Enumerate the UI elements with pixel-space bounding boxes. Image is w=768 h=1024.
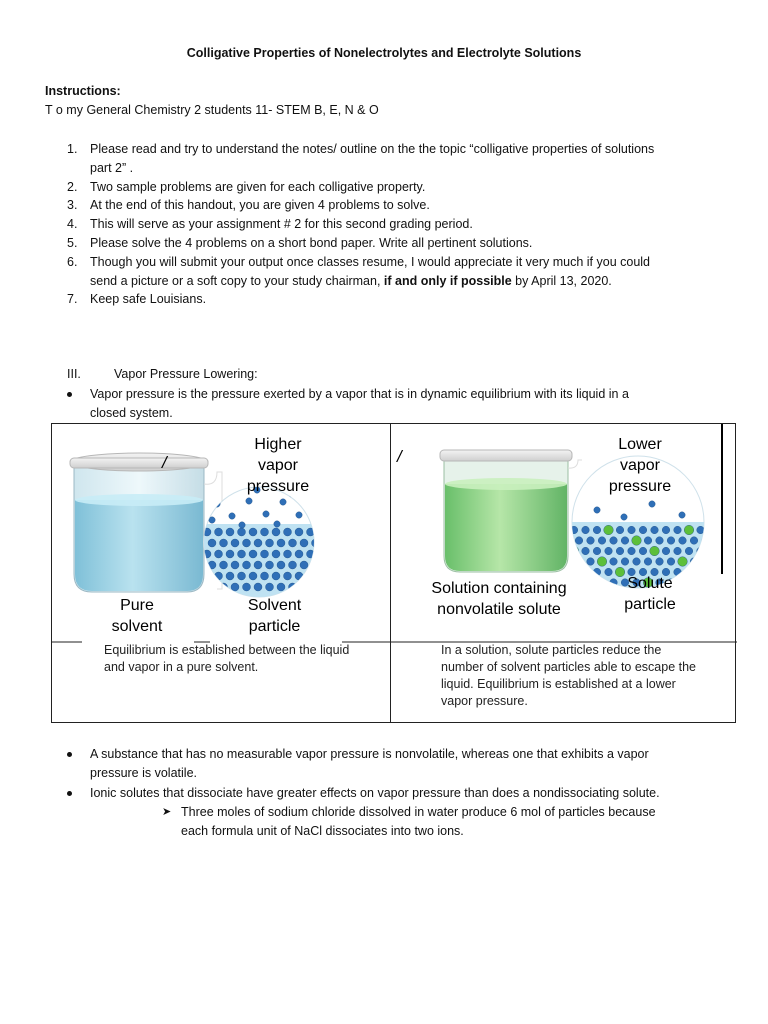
vapor-particle bbox=[621, 514, 627, 520]
solvent-particle bbox=[593, 547, 601, 555]
figure-table bbox=[51, 423, 736, 723]
solvent-particle bbox=[690, 537, 698, 545]
pure-solvent-label: Pure solvent bbox=[111, 597, 163, 635]
solvent-particle bbox=[702, 579, 710, 587]
solvent-particle bbox=[628, 547, 636, 555]
solvent-particle bbox=[312, 539, 320, 547]
solvent-particle bbox=[238, 572, 246, 580]
solvent-particle bbox=[587, 579, 595, 587]
solvent-particle bbox=[300, 539, 308, 547]
solvent-particle bbox=[243, 561, 251, 569]
solvent-particle bbox=[272, 572, 280, 580]
solvent-particle bbox=[272, 528, 280, 536]
bullet-dot bbox=[67, 791, 72, 796]
solvent-particle bbox=[610, 537, 618, 545]
solution-beaker bbox=[440, 450, 582, 572]
solvent-particle-label: Solvent particle bbox=[247, 597, 302, 635]
vapor-particle bbox=[263, 511, 269, 517]
section-heading: III. Vapor Pressure Lowering: bbox=[67, 367, 258, 381]
solvent-particle bbox=[284, 528, 292, 536]
solvent-particle bbox=[667, 558, 675, 566]
solvent-particle bbox=[226, 550, 234, 558]
solvent-particle bbox=[598, 537, 606, 545]
solvent-particle bbox=[575, 537, 583, 545]
solvent-particle bbox=[254, 583, 262, 591]
solvent-particle bbox=[312, 561, 320, 569]
solute-particle bbox=[604, 525, 614, 535]
solvent-particle bbox=[662, 547, 670, 555]
solvent-particle bbox=[261, 572, 269, 580]
solvent-particle bbox=[644, 537, 652, 545]
solvent-particle bbox=[639, 547, 647, 555]
emphasis-text: if and only if possible bbox=[383, 273, 512, 288]
solvent-particle bbox=[215, 550, 223, 558]
solvent-particle bbox=[582, 547, 590, 555]
solvent-particle bbox=[295, 528, 303, 536]
solvent-particle bbox=[254, 561, 262, 569]
solvent-particle bbox=[667, 537, 675, 545]
solvent-particle bbox=[702, 558, 710, 566]
arrow-bullet-icon: ➤ bbox=[162, 806, 172, 818]
solvent-particle bbox=[570, 526, 578, 534]
arrow-item-nacl: ➤ Three moles of sodium chloride dissolved in water produce 6 mol of particles because each formula unit of NaCl dissociates into two ions. bbox=[162, 805, 656, 838]
solute-particle bbox=[678, 557, 688, 567]
solvent-particle bbox=[231, 561, 239, 569]
left-caption: Equilibrium is established between the liquid and vapor in a pure solvent. bbox=[104, 643, 350, 674]
solute-particle bbox=[650, 546, 660, 556]
solvent-particle bbox=[208, 583, 216, 591]
vapor-particle bbox=[280, 499, 286, 505]
solvent-particle bbox=[593, 526, 601, 534]
vapor-particle bbox=[274, 521, 280, 527]
solvent-particle bbox=[295, 572, 303, 580]
solvent-particle bbox=[261, 550, 269, 558]
solute-particle bbox=[597, 557, 607, 567]
solvent-particle bbox=[266, 539, 274, 547]
instruction-item: 4. This will serve as your assignment # 2 for this second grading period. bbox=[67, 217, 473, 232]
instruction-item: 1. Please read and try to understand the notes/ outline on the the topic “colligative properties of solutions part 2” . bbox=[67, 142, 655, 175]
solute-particle-label: Solute particle bbox=[624, 575, 676, 613]
instruction-item: 6. Though you will submit your output once classes resume, I would appreciate it very much if you could send a picture or a soft copy to your study chairman, if and only if possible by April 13, 2020. bbox=[67, 254, 650, 288]
bullet-vapor-pressure: Vapor pressure is the pressure exerted by a vapor that is in dynamic equilibrium with its liquid in a closed system. bbox=[67, 385, 710, 423]
solvent-particle bbox=[261, 528, 269, 536]
solvent-particle bbox=[249, 572, 257, 580]
solvent-particle bbox=[656, 537, 664, 545]
solvent-particle bbox=[312, 583, 320, 591]
instructions-heading: Instructions: bbox=[45, 84, 121, 98]
solvent-particle bbox=[674, 526, 682, 534]
solvent-particle bbox=[575, 558, 583, 566]
solvent-particle bbox=[651, 526, 659, 534]
solvent-particle bbox=[300, 583, 308, 591]
vapor-particle bbox=[246, 498, 252, 504]
solvent-particle bbox=[295, 550, 303, 558]
solvent-particle bbox=[231, 583, 239, 591]
vapor-particle bbox=[296, 512, 302, 518]
solute-particle bbox=[684, 525, 694, 535]
higher-vapor-pressure-label: Higher vapor pressure bbox=[246, 436, 310, 495]
bullet-nonvolatile: A substance that has no measurable vapor pressure is nonvolatile, whereas one that exhibits a vapor pressure is volatile. bbox=[67, 745, 730, 783]
solvent-particle bbox=[277, 539, 285, 547]
right-caption: In a solution, solute particles reduce the number of solvent particles able to escape the liquid. Equilibrium is established at a lower vapor pressure. bbox=[441, 643, 697, 708]
solvent-particle bbox=[300, 561, 308, 569]
solvent-particle bbox=[266, 583, 274, 591]
instruction-item: 7. Keep safe Louisians. bbox=[67, 292, 207, 307]
solvent-particle bbox=[582, 568, 590, 576]
lower-vapor-pressure-label: Lower vapor pressure bbox=[608, 436, 672, 495]
pure-solvent-beaker bbox=[70, 453, 222, 592]
solvent-particle bbox=[266, 561, 274, 569]
solvent-particle bbox=[633, 558, 641, 566]
solvent-particle bbox=[249, 528, 257, 536]
solvent-particle bbox=[662, 526, 670, 534]
solvent-particle bbox=[307, 572, 315, 580]
vapor-particle bbox=[649, 501, 655, 507]
solvent-particle bbox=[231, 539, 239, 547]
instructions-intro: T o my General Chemistry 2 students 11- STEM B, E, N & O bbox=[45, 103, 379, 117]
solvent-particle bbox=[598, 579, 606, 587]
solvent-particle bbox=[570, 568, 578, 576]
solvent-particle bbox=[587, 537, 595, 545]
solvent-particle bbox=[277, 561, 285, 569]
solvent-particle bbox=[621, 537, 629, 545]
solvent-particle bbox=[243, 583, 251, 591]
solvent-particle bbox=[238, 528, 246, 536]
solvent-particle bbox=[208, 539, 216, 547]
solvent-particle bbox=[656, 558, 664, 566]
solvent-particle bbox=[215, 528, 223, 536]
solvent-particle bbox=[605, 547, 613, 555]
instruction-item: 2. Two sample problems are given for each colligative property. bbox=[67, 179, 426, 194]
vapor-particle bbox=[679, 512, 685, 518]
vapor-particle bbox=[229, 513, 235, 519]
solvent-particle bbox=[277, 583, 285, 591]
bullet-dot bbox=[67, 392, 72, 397]
solute-particle bbox=[696, 567, 706, 577]
solute-particle bbox=[569, 546, 579, 556]
solvent-particle bbox=[226, 528, 234, 536]
solvent-particle bbox=[690, 579, 698, 587]
instruction-item: 5. Please solve the 4 problems on a short bond paper. Write all pertinent solutions. bbox=[67, 235, 533, 250]
solution-label: Solution containing nonvolatile solute bbox=[431, 580, 567, 618]
solvent-particle bbox=[289, 583, 297, 591]
solvent-particle bbox=[208, 561, 216, 569]
solvent-particle bbox=[289, 539, 297, 547]
solvent-particle bbox=[284, 572, 292, 580]
document-title: Colligative Properties of Nonelectrolytes and Electrolyte Solutions bbox=[186, 46, 582, 60]
solvent-particle bbox=[702, 537, 710, 545]
solvent-particle bbox=[628, 526, 636, 534]
solvent-particle bbox=[249, 550, 257, 558]
solvent-particle bbox=[621, 558, 629, 566]
solvent-particle bbox=[616, 547, 624, 555]
solvent-particle bbox=[238, 550, 246, 558]
solvent-particle bbox=[284, 550, 292, 558]
solvent-particle bbox=[610, 558, 618, 566]
solvent-particle bbox=[616, 526, 624, 534]
solvent-particle bbox=[644, 558, 652, 566]
solvent-particle bbox=[220, 561, 228, 569]
vapor-particle bbox=[209, 517, 215, 523]
pure-solvent-zoom bbox=[202, 487, 320, 604]
solvent-particle bbox=[639, 526, 647, 534]
solvent-particle bbox=[674, 547, 682, 555]
solvent-particle bbox=[679, 537, 687, 545]
solute-particle bbox=[632, 536, 642, 546]
instruction-item: 3. At the end of this handout, you are given 4 problems to solve. bbox=[67, 198, 430, 213]
solvent-particle bbox=[272, 550, 280, 558]
solvent-particle bbox=[226, 572, 234, 580]
stray-mark: / bbox=[162, 453, 167, 472]
bullet-dot bbox=[67, 752, 72, 757]
vapor-particle bbox=[239, 522, 245, 528]
solvent-particle bbox=[220, 539, 228, 547]
instructions-list bbox=[45, 140, 725, 309]
bullet-ionic-solutes: Ionic solutes that dissociate have greater effects on vapor pressure than does a nondissociating solute. bbox=[67, 784, 750, 803]
solvent-particle bbox=[685, 547, 693, 555]
stray-mark: / bbox=[397, 447, 402, 466]
vapor-particle bbox=[594, 507, 600, 513]
solvent-particle bbox=[587, 558, 595, 566]
solvent-particle bbox=[582, 526, 590, 534]
solvent-particle bbox=[289, 561, 297, 569]
solvent-particle bbox=[243, 539, 251, 547]
solvent-particle bbox=[254, 539, 262, 547]
